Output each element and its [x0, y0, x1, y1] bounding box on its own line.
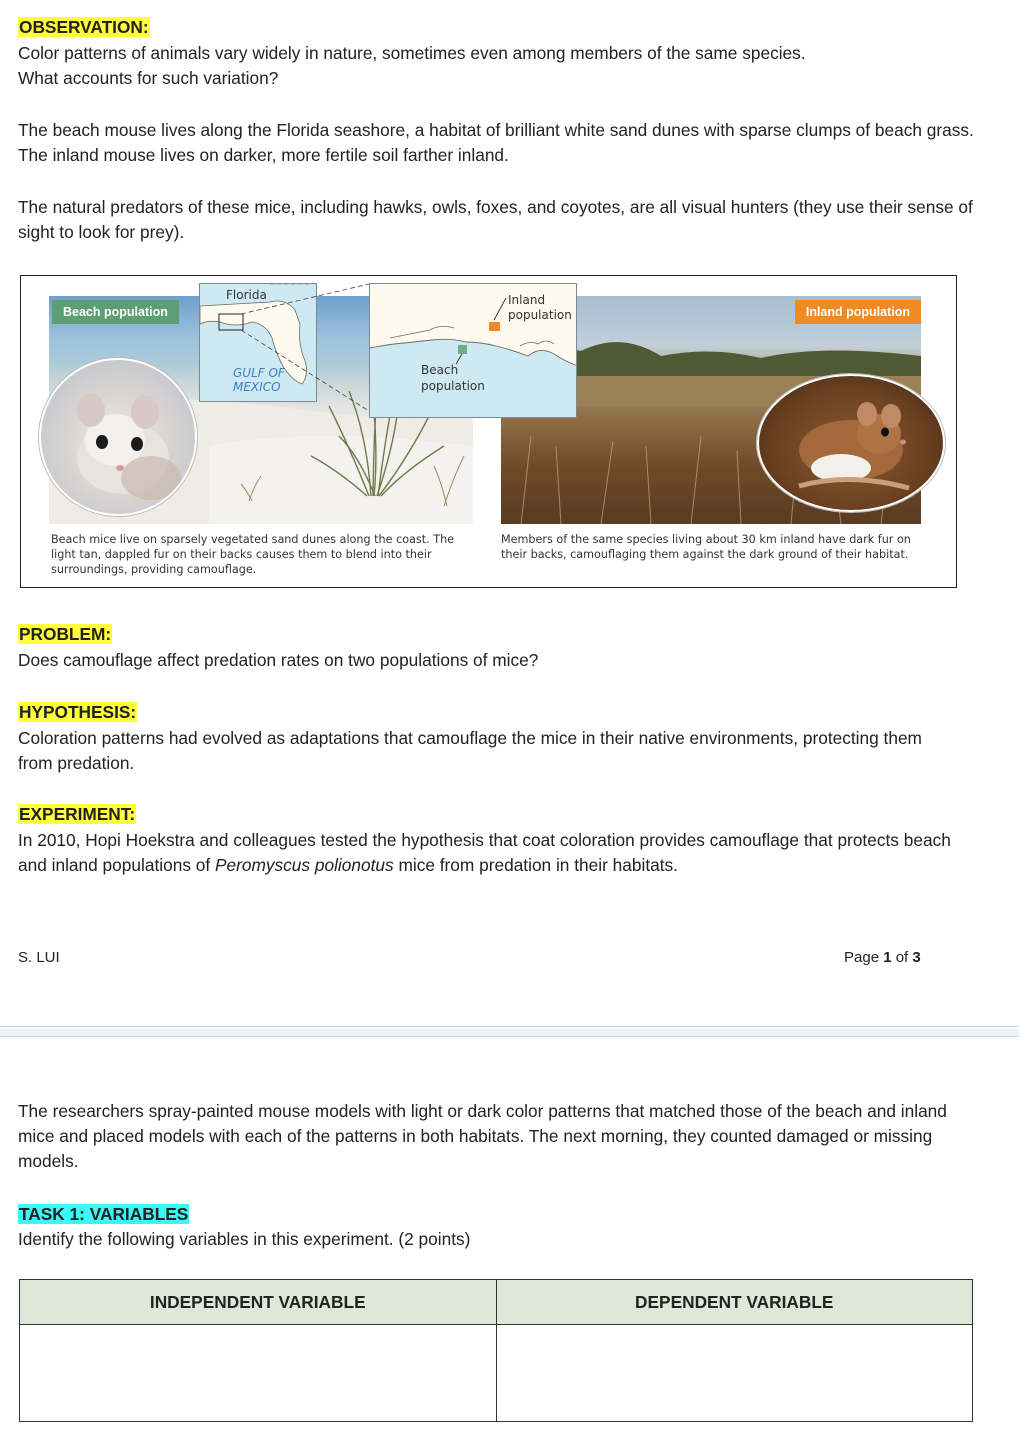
experiment-text-after: mice from predation in their habitats.	[393, 855, 678, 875]
map-inland-label-line1: Inland	[508, 293, 546, 307]
observation-heading	[18, 15, 150, 40]
task1-instructions: Identify the following variables in this experiment. (2 points)	[18, 1229, 471, 1249]
inland-population-tag: Inland population	[795, 300, 921, 324]
caption-inland: Members of the same species living about 30 km inland have dark fur on their backs, camouflaging them against the dark ground of their habitat.	[501, 533, 911, 561]
map-gulf-label-line2: MEXICO	[233, 380, 281, 394]
observation-paragraph-1	[18, 41, 988, 91]
problem-heading	[18, 622, 112, 647]
hypothesis-heading-text: HYPOTHESIS:	[19, 702, 137, 722]
page-of: of	[891, 949, 913, 966]
observation-paragraph-2: The beach mouse lives along the Florida seashore, a habitat of brilliant white sand dunes with sparse clumps of beach grass. The inland mouse lives on darker, more fertile soil farther inland.	[18, 120, 974, 165]
task1-heading-text: TASK 1: VARIABLES	[19, 1204, 189, 1224]
map-florida-label: Florida	[226, 288, 267, 302]
page-separator	[0, 1026, 1019, 1027]
observation-paragraph-3: The natural predators of these mice, including hawks, owls, foxes, and coyotes, are all visual hunters (they use their sense of sight to look for prey).	[18, 197, 973, 242]
observation-heading-text: OBSERVATION:	[19, 17, 149, 37]
page-prefix: Page	[844, 949, 884, 966]
page-current: 1	[883, 949, 892, 966]
panhandle-coastline	[370, 284, 577, 418]
beach-population-tag: Beach population	[52, 300, 179, 324]
experiment-text	[18, 828, 963, 878]
problem-text: Does camouflage affect predation rates on two populations of mice?	[18, 650, 539, 670]
hypothesis-heading	[18, 700, 137, 725]
experiment-text-before: In 2010, Hopi Hoekstra and colleagues tested the hypothesis that coat coloration provides camouflage that protects beach and inland populations of	[18, 830, 951, 875]
task1-heading	[18, 1202, 189, 1227]
table-answer-row	[20, 1325, 973, 1422]
footer-page-number	[844, 945, 921, 970]
footer-author: S. LUI	[18, 949, 60, 966]
independent-variable-cell[interactable]	[20, 1325, 497, 1422]
beach-mouse-photo	[39, 358, 197, 516]
page-gap	[0, 1029, 1019, 1037]
mouse-habitat-figure	[20, 275, 957, 588]
observation-line-2: What accounts for such variation?	[18, 68, 279, 88]
independent-variable-header: INDEPENDENT VARIABLE	[20, 1280, 497, 1325]
map-inland-label-line2: population	[508, 308, 572, 322]
panhandle-detail-map	[369, 283, 577, 418]
researchers-intro: The researchers spray-painted mouse models with light or dark color patterns that matched those of the beach and inland mice and placed models with each of the patterns in both habitats. The next morning, they counted damaged or missing models.	[18, 1101, 947, 1171]
problem-heading-text: PROBLEM:	[19, 624, 112, 644]
beach-mouse-drawing	[41, 360, 195, 514]
page-total: 3	[912, 949, 921, 966]
map-gulf-label-line1: GULF OF	[233, 366, 285, 380]
table-header-row	[20, 1280, 973, 1325]
caption-beach: Beach mice live on sparsely vegetated sand dunes along the coast. The light tan, dappled fur on their backs causes them to blend into their surroundings, providing camouflage.	[51, 533, 455, 576]
dependent-variable-cell[interactable]	[496, 1325, 973, 1422]
map-beach-label-line1: Beach	[421, 363, 459, 377]
dependent-variable-header: DEPENDENT VARIABLE	[496, 1280, 973, 1325]
inland-mouse-photo	[757, 374, 945, 512]
variables-table	[19, 1279, 973, 1422]
hypothesis-text: Coloration patterns had evolved as adaptations that camouflage the mice in their native environments, protecting them from predation.	[18, 728, 922, 773]
inland-mouse-drawing	[759, 376, 943, 510]
species-name: Peromyscus polionotus	[214, 855, 394, 875]
map-beach-label-line2: population	[421, 379, 485, 393]
observation-line-1: Color patterns of animals vary widely in nature, sometimes even among members of the same species.	[18, 43, 806, 63]
experiment-heading	[18, 802, 136, 827]
experiment-heading-text: EXPERIMENT:	[19, 804, 136, 824]
